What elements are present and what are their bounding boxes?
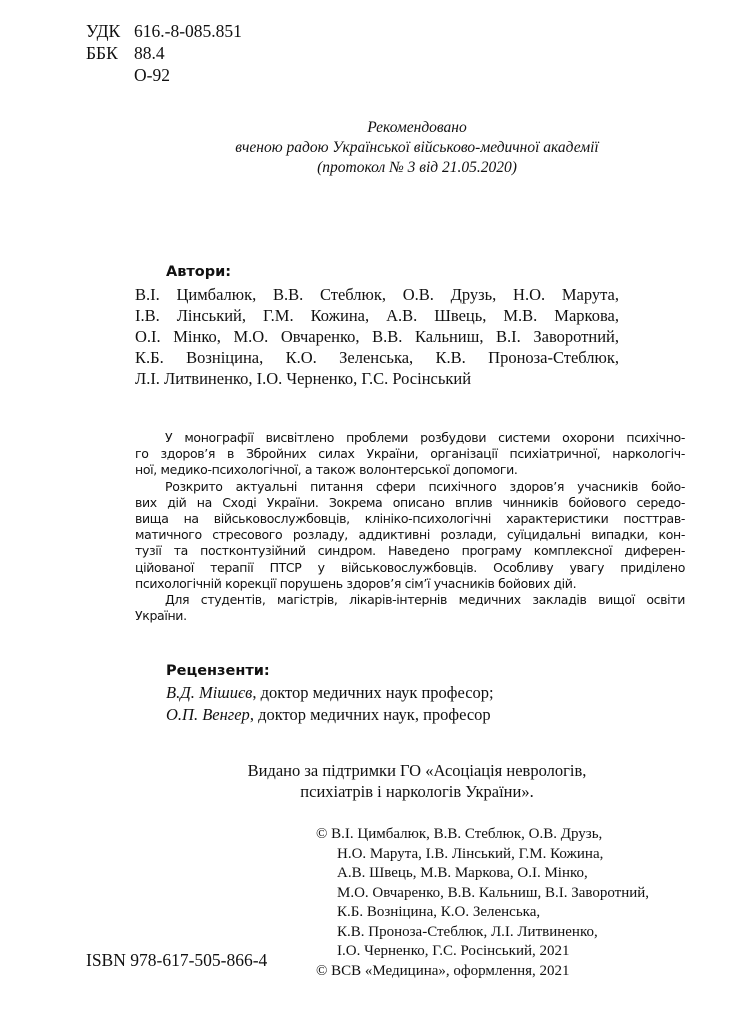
recommendation-line: Рекомендовано [367, 119, 467, 136]
isbn-number: ISBN 978-617-505-866-4 [86, 950, 268, 970]
reviewer-name: В.Д. Мішиєв [166, 683, 253, 702]
abstract-line: Розкрито актуальні питання сфери психічного здоров’я учасників бойо- [165, 478, 685, 494]
reviewer-entry [166, 704, 494, 726]
authors-line: К.Б. Возніцина, К.О. Зеленська, К.В. Проноза-Стеблюк, [135, 348, 619, 367]
udk-label: УДК [86, 21, 121, 41]
authors-line: О.І. Мінко, М.О. Овчаренко, В.В. Кальниш, В.І. Заворотний, [135, 327, 619, 346]
abstract-line: вих дій на Сході України. Зокрема описано вплив чинників бойового середо- [135, 494, 685, 510]
abstract-line: України. [135, 608, 187, 624]
publication-line: Видано за підтримки ГО «Асоціація неврологів, [247, 761, 587, 780]
abstract-line: ної, медико-психологічної, а також волонтерської допомоги. [135, 462, 518, 478]
abstract-line: тузії та постконтузійний синдром. Наведено програму комплексної диферен- [135, 543, 685, 559]
copyright-line: К.Б. Возніцина, К.О. Зеленська, [337, 904, 541, 920]
copyright-line: К.В. Проноза-Стеблюк, Л.І. Литвиненко, [337, 923, 598, 940]
reviewer-name: О.П. Венгер [166, 705, 250, 724]
authors-line: І.В. Лінський, Г.М. Кожина, А.В. Швець, М.В. Маркова, [135, 306, 619, 325]
authors-line: Л.І. Литвиненко, І.О. Черненко, Г.С. Росінський [135, 369, 472, 388]
reviewers-list [166, 682, 494, 726]
copyright-line: © В.І. Цимбалюк, В.В. Стеблюк, О.В. Друзь, [316, 826, 603, 842]
recommendation-block [150, 118, 684, 178]
udk-row [86, 20, 242, 42]
publication-line: психіатрів і наркологів України». [300, 782, 534, 801]
abstract-line: ційованої терапії ПТСР у військовослужбовців. Особливу увагу приділено [135, 559, 685, 575]
abstract-line: психологічній корекції порушень здоров’я сім’ї учасників бойових дій. [135, 575, 577, 591]
authors-heading: Автори: [166, 264, 232, 280]
author-mark-row [86, 64, 242, 86]
reviewer-entry [166, 682, 494, 704]
bbk-label: ББК [86, 43, 118, 63]
abstract-line: го здоров’я в Збройних силах України, організації психіатричної, наркологіч- [135, 446, 685, 462]
classification-block [86, 20, 242, 86]
abstract-line: Для студентів, магістрів, лікарів-інтернів медичних закладів вищої освіти [165, 592, 685, 608]
bbk-row [86, 42, 242, 64]
abstract-line: вища на військовослужбовців, клініко-психологічні характеристики посттрав- [135, 511, 685, 527]
reviewer-title: , доктор медичних наук професор; [252, 683, 494, 702]
authors-list [135, 284, 619, 389]
publication-note [150, 760, 684, 802]
reviewer-title: , доктор медичних наук, професор [249, 705, 491, 724]
copyright-block [316, 825, 686, 981]
copyright-line: Н.О. Марута, І.В. Лінський, Г.М. Кожина, [337, 845, 604, 862]
author-mark: О-92 [134, 65, 170, 85]
abstract-line: У монографії висвітлено проблеми розбудови системи охорони психічно- [165, 430, 685, 445]
copyright-line: А.В. Швець, М.В. Маркова, О.І. Мінко, [337, 865, 588, 881]
copyright-line: М.О. Овчаренко, В.В. Кальниш, В.І. Заворотний, [337, 884, 650, 901]
copyright-line: © ВСВ «Медицина», оформлення, 2021 [316, 962, 570, 979]
recommendation-line: вченою радою Української військово-медичної академії [235, 139, 599, 156]
reviewers-heading: Рецензенти: [166, 663, 270, 679]
bbk-value: 88.4 [134, 43, 165, 63]
copyright-line: І.О. Черненко, Г.С. Росінський, 2021 [337, 943, 570, 959]
authors-line: В.І. Цимбалюк, В.В. Стеблюк, О.В. Друзь, Н.О. Марута, [135, 285, 619, 304]
udk-value: 616.-8-085.851 [134, 21, 242, 41]
recommendation-line: (протокол № 3 від 21.05.2020) [317, 159, 517, 176]
abstract-line: матичного стресового розладу, аддиктивні розлади, суїцидальні випадки, кон- [135, 527, 685, 543]
abstract-text [135, 430, 685, 624]
